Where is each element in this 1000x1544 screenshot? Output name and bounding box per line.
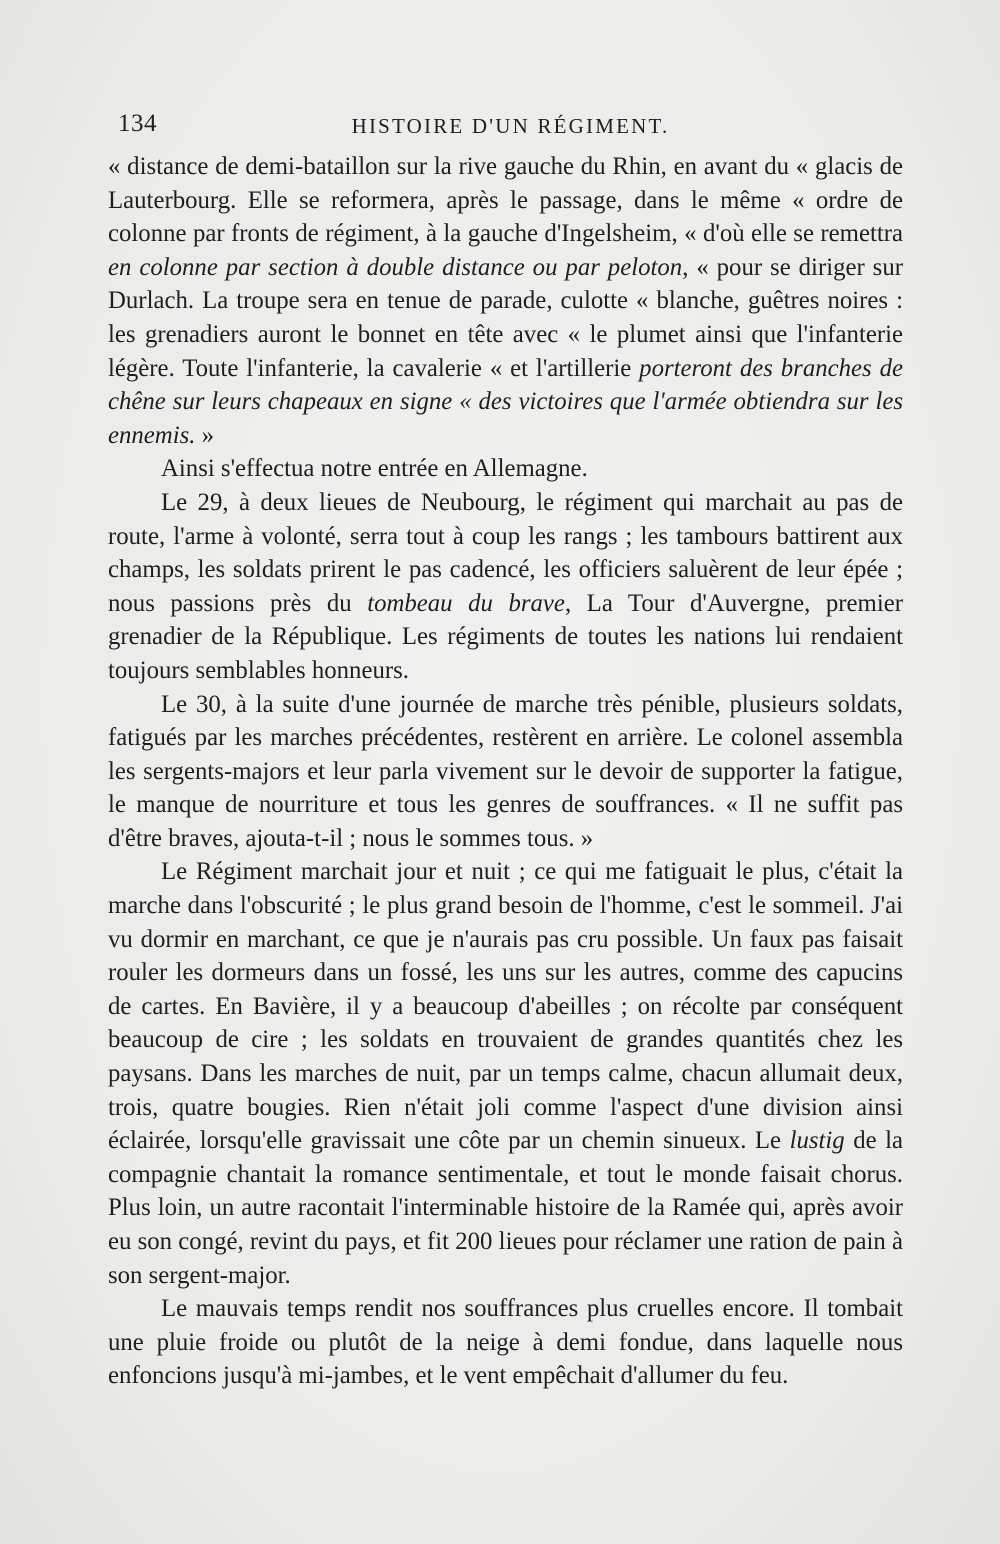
paragraph-night-marches xyxy=(108,855,903,1292)
paragraph-thirtieth xyxy=(108,688,903,856)
italic-text-segment: en colonne par section à double distance ou par peloton xyxy=(108,253,683,281)
text-segment: Le mauvais temps rendit nos souffrances plus cruelles encore. Il tombait une pluie froide ou plutôt de la neige à demi fondue, dans laquelle nous enfoncions jusqu'à mi-jambes, et le vent empêchait d'allumer du feu. xyxy=(108,1295,903,1390)
text-segment: , « pour se diriger sur Durlach. La troupe sera en tenue de parade, culotte « blanche, guêtres noires : les grenadiers auront le bonnet en tête avec « le plumet ainsi que l'infanterie légère. Toute l'infanterie, la cavalerie « et l'artillerie xyxy=(108,253,903,382)
paragraph-neubourg xyxy=(108,486,903,688)
running-title: HISTOIRE D'UN RÉGIMENT. xyxy=(351,114,670,138)
text-segment: Ainsi s'effectua notre entrée en Allemagne. xyxy=(161,455,588,483)
paragraph-entry-germany xyxy=(108,452,903,486)
paragraph-quoted-order xyxy=(108,150,903,452)
text-segment: Le 29, à deux lieues de Neubourg, le régiment qui marchait au pas de route, l'arme à volonté, serra tout à coup les rangs ; les tambours battirent aux champs, les soldats prirent le pas cadencé, les officiers saluèrent de leur épée ; nous passions près du xyxy=(108,488,903,617)
text-segment: » xyxy=(195,421,215,449)
text-segment: Le 30, à la suite d'une journée de marche très pénible, plusieurs soldats, fatigués par les marches précédentes, restèrent en arrière. Le colonel assembla les sergents-majors et leur parla vivement sur le devoir de supporter la fatigue, le manque de nourriture et tous les genres de souffrances. « Il ne suffit pas d'être braves, ajouta-t-il ; nous le sommes tous. » xyxy=(108,690,903,852)
italic-text-segment: porteront des branches de chêne sur leurs chapeaux en signe « des victoires que l'armée obtiendra sur les ennemis. xyxy=(108,354,903,449)
italic-text-segment: tombeau du brave xyxy=(367,589,565,617)
page-header xyxy=(118,110,903,150)
text-segment: de la compagnie chantait la romance sentimentale, et tout le monde faisait chorus. Plus loin, un autre racontait l'interminable histoire de la Ramée qui, après avoir eu son congé, revint du pays, et fit 200 lieues pour réclamer une ration de pain à son sergent-major. xyxy=(108,1127,903,1289)
page-number: 134 xyxy=(118,110,157,137)
italic-text-segment: lustig xyxy=(789,1127,845,1155)
paragraph-bad-weather xyxy=(108,1292,903,1393)
text-segment: , La Tour d'Auvergne, premier grenadier de la République. Les régiments de toutes les nations lui rendaient toujours semblables honneurs. xyxy=(108,589,903,684)
text-segment: Le Régiment marchait jour et nuit ; ce qui me fatiguait le plus, c'était la marche dans l'obscurité ; le plus grand besoin de l'homme, c'est le sommeil. J'ai vu dormir en marchant, ce que je n'aurais pas cru possible. Un faux pas faisait rouler les dormeurs dans un fossé, les uns sur les autres, comme des capucins de cartes. En Bavière, il y a beaucoup d'abeilles ; on récolte par conséquent beaucoup de cire ; les soldats en trouvaient de grandes quantités chez les paysans. Dans les marches de nuit, par un temps calme, chacun allumait deux, trois, quatre bougies. Rien n'était joli comme l'aspect d'une division ainsi éclairée, lorsqu'elle gravissait une côte par un chemin sinueux. Le xyxy=(108,858,903,1155)
text-segment: « distance de demi-bataillon sur la rive gauche du Rhin, en avant du « glacis de Lauterbourg. Elle se reformera, après le passage, dans le même « ordre de colonne par fronts de régiment, à la gauche d'Ingelsheim, « d'où elle se remettra xyxy=(108,153,903,248)
body-text xyxy=(108,150,903,1393)
